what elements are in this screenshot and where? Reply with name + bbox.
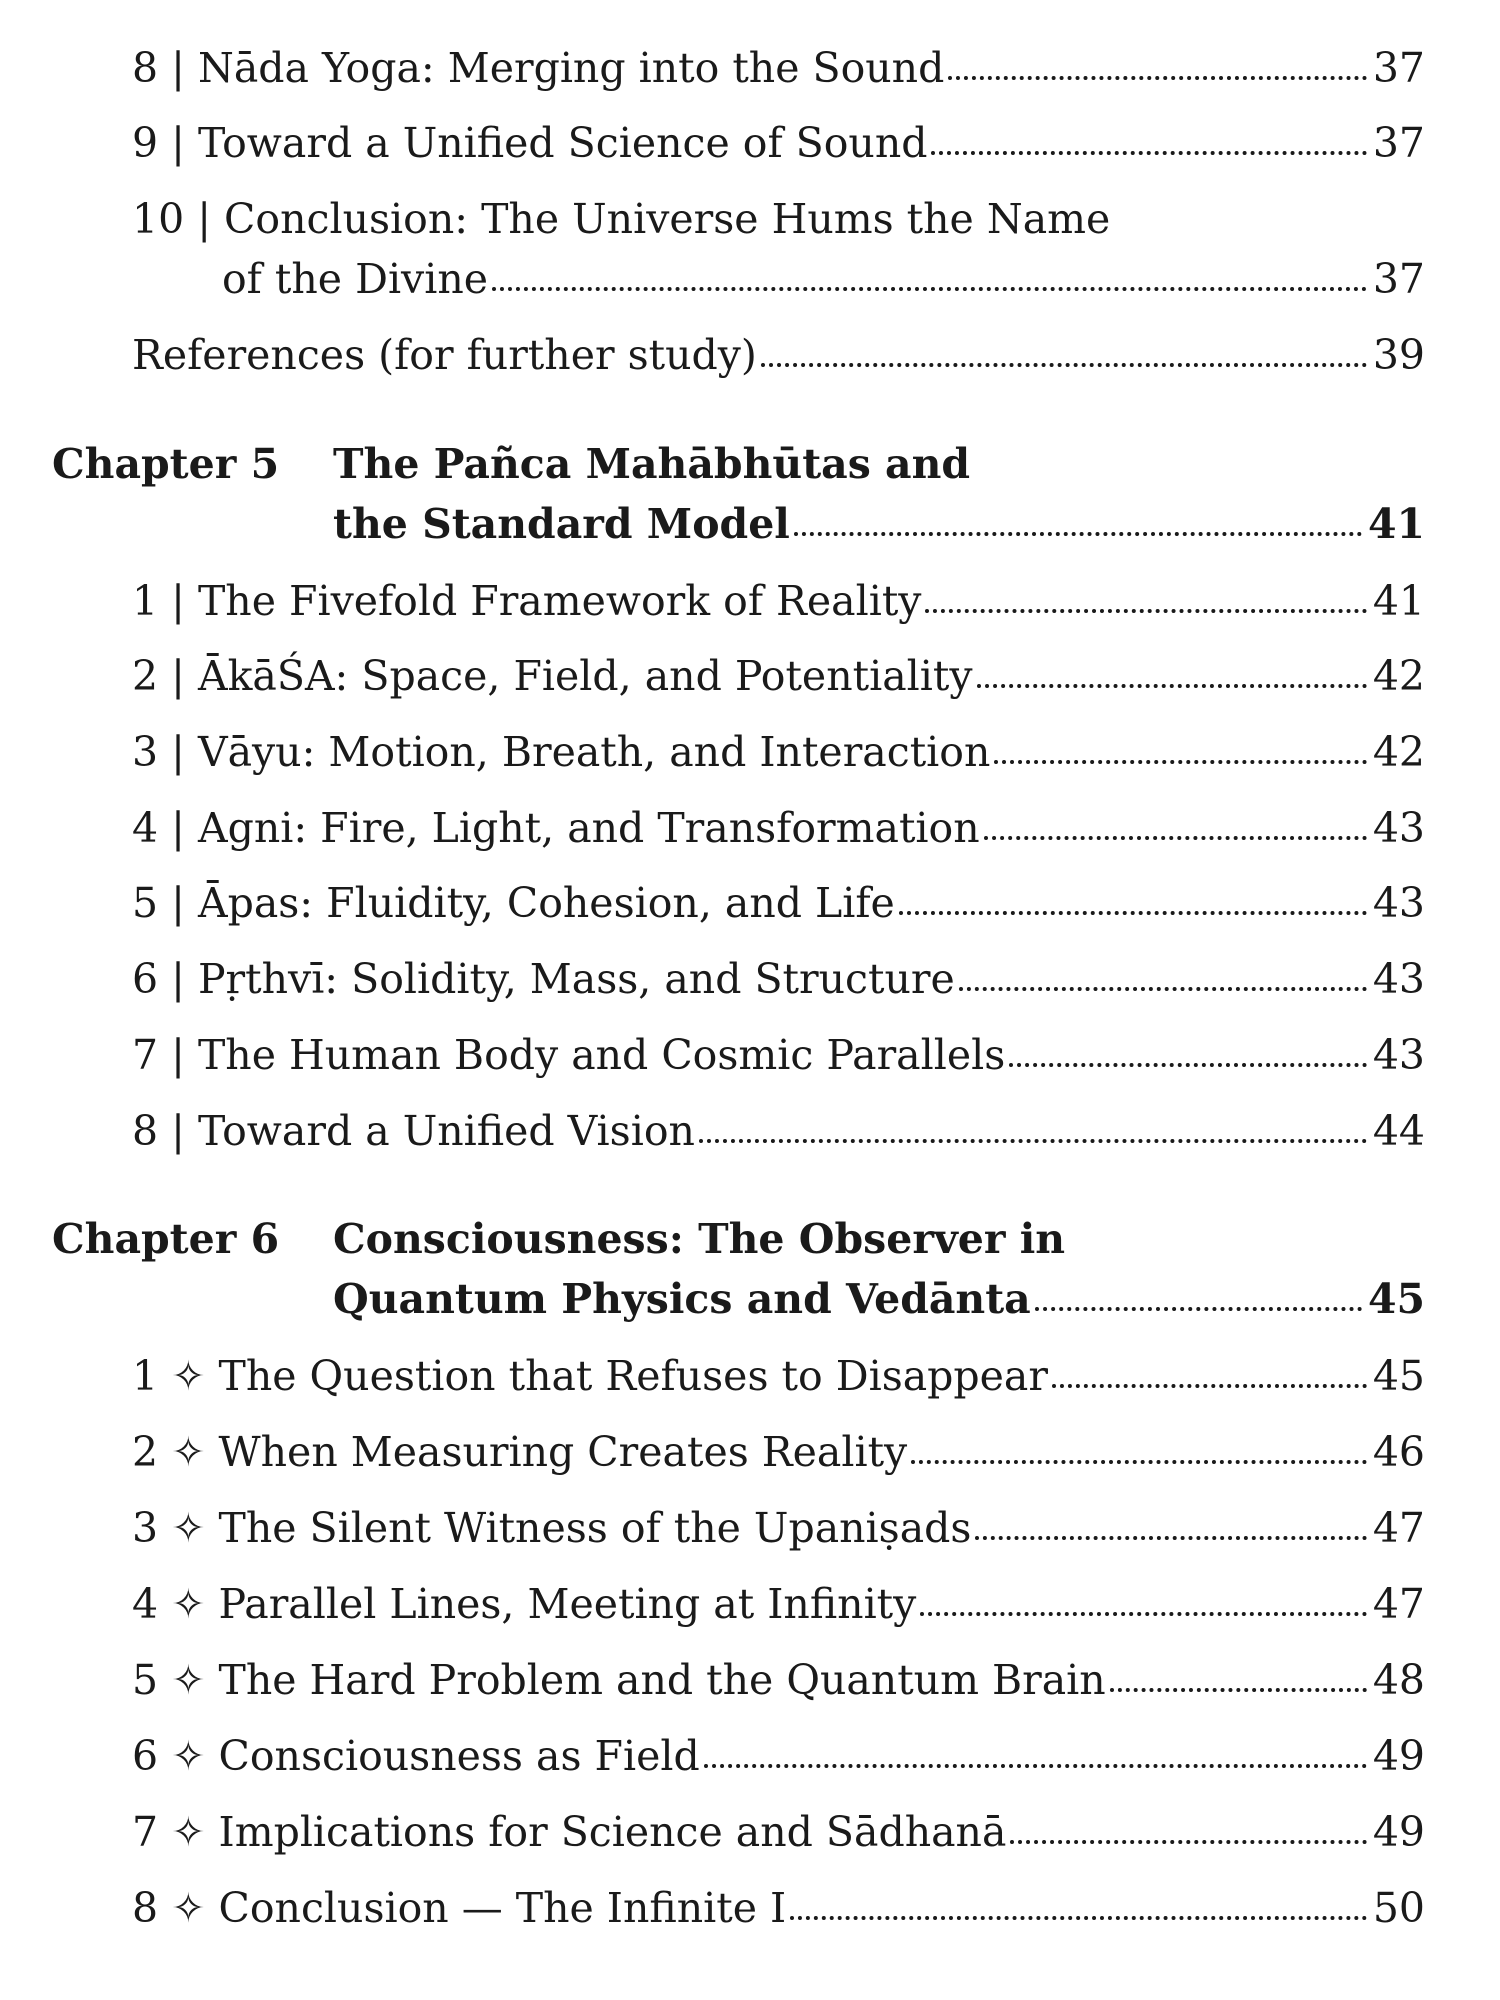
chapter-title-line1[interactable]: The Pañca Mahābhūtas and: [333, 440, 971, 488]
dot-leader: [959, 977, 1367, 991]
toc-entry[interactable]: [132, 1504, 1425, 1552]
toc-entry-label: 6 | Pṛthvī: Solidity, Mass, and Structure: [132, 955, 955, 1003]
toc-entry-page: 43: [1372, 955, 1425, 1003]
dot-leader: [1009, 1053, 1367, 1067]
chapter-title-line2: Quantum Physics and Vedānta: [333, 1275, 1031, 1323]
chapter-title-line2: the Standard Model: [333, 500, 790, 548]
toc-entry[interactable]: [132, 1352, 1425, 1400]
dot-leader: [994, 750, 1366, 764]
dot-leader: [948, 66, 1366, 80]
dot-leader: [1035, 1297, 1362, 1311]
dot-leader: [1010, 1830, 1366, 1844]
dot-leader: [975, 1526, 1366, 1540]
toc-entry-references[interactable]: [132, 331, 1425, 379]
dot-leader: [790, 1906, 1367, 1920]
toc-entry-label: 3 | Vāyu: Motion, Breath, and Interaction: [132, 728, 991, 776]
toc-entry-label: 7 | The Human Body and Cosmic Parallels: [132, 1031, 1006, 1079]
toc-entry[interactable]: [132, 1656, 1425, 1704]
toc-entry-page: 45: [1372, 1352, 1425, 1400]
toc-entry-label: 6 ✧ Consciousness as Field: [132, 1732, 700, 1780]
toc-entry[interactable]: [132, 1107, 1425, 1155]
toc-entry[interactable]: [132, 577, 1425, 625]
toc-entry[interactable]: [132, 119, 1425, 167]
toc-entry-label: 2 ✧ When Measuring Creates Reality: [132, 1428, 908, 1476]
dot-leader: [911, 1450, 1367, 1464]
chapter-page: 45: [1367, 1275, 1425, 1323]
toc-entry-label: 3 ✧ The Silent Witness of the Upaniṣads: [132, 1504, 972, 1552]
chapter-number: Chapter 5: [52, 440, 280, 488]
toc-entry[interactable]: [132, 1884, 1425, 1932]
toc-entry-label: 5 ✧ The Hard Problem and the Quantum Brain: [132, 1656, 1106, 1704]
toc-entry[interactable]: [132, 1428, 1425, 1476]
toc-entry-page: 43: [1372, 1031, 1425, 1079]
toc-entry-page: 39: [1372, 331, 1425, 379]
toc-entry-label: 4 | Agni: Fire, Light, and Transformation: [132, 804, 980, 852]
dot-leader: [920, 1602, 1367, 1616]
toc-entry-label: 9 | Toward a Unified Science of Sound: [132, 119, 928, 167]
toc-entry[interactable]: [132, 1808, 1425, 1856]
toc-entry-page: 49: [1372, 1808, 1425, 1856]
toc-entry-page: 47: [1372, 1504, 1425, 1552]
toc-entry-page: 49: [1372, 1732, 1425, 1780]
toc-entry-label: 1 | The Fivefold Framework of Reality: [132, 577, 922, 625]
toc-entry-page: 50: [1372, 1884, 1425, 1932]
toc-entry-label: 5 | Āpas: Fluidity, Cohesion, and Life: [132, 879, 895, 927]
toc-entry-label: 4 ✧ Parallel Lines, Meeting at Infinity: [132, 1580, 917, 1628]
toc-entry[interactable]: [132, 652, 1425, 700]
chapter-entry[interactable]: [333, 500, 1425, 548]
dot-leader: [977, 674, 1367, 688]
dot-leader: [899, 901, 1367, 915]
dot-leader: [1052, 1374, 1367, 1388]
toc-entry-page: 37: [1372, 255, 1425, 303]
toc-entry[interactable]: [132, 879, 1425, 927]
toc-entry[interactable]: [132, 804, 1425, 852]
toc-entry-label: 1 ✧ The Question that Refuses to Disappear: [132, 1352, 1048, 1400]
chapter-number: Chapter 6: [52, 1215, 280, 1263]
toc-entry-page: 42: [1372, 728, 1425, 776]
toc-entry-page: 41: [1372, 577, 1425, 625]
chapter-page: 41: [1367, 500, 1425, 548]
toc-entry-label: 8 | Nāda Yoga: Merging into the Sound: [132, 44, 945, 92]
chapter-entry[interactable]: [333, 1275, 1425, 1323]
toc-entry-label-line2: of the Divine: [222, 255, 488, 303]
toc-entry-page: 44: [1372, 1107, 1425, 1155]
dot-leader: [761, 353, 1367, 367]
toc-entry-label: 7 ✧ Implications for Science and Sādhanā: [132, 1808, 1007, 1856]
dot-leader: [794, 522, 1362, 536]
dot-leader: [699, 1129, 1367, 1143]
dot-leader: [492, 277, 1367, 291]
toc-entry[interactable]: [132, 955, 1425, 1003]
dot-leader: [925, 599, 1366, 613]
toc-entry[interactable]: [222, 255, 1425, 303]
toc-entry-page: 43: [1372, 879, 1425, 927]
dot-leader: [931, 141, 1366, 155]
toc-entry-page: 48: [1372, 1656, 1425, 1704]
toc-entry-page: 37: [1372, 119, 1425, 167]
dot-leader: [984, 826, 1367, 840]
toc-entry[interactable]: [132, 1580, 1425, 1628]
toc-entry[interactable]: [132, 728, 1425, 776]
toc-entry-page: 47: [1372, 1580, 1425, 1628]
toc-entry[interactable]: [132, 1732, 1425, 1780]
dot-leader: [1110, 1678, 1367, 1692]
toc-entry[interactable]: [132, 44, 1425, 92]
toc-entry-page: 42: [1372, 652, 1425, 700]
toc-entry[interactable]: [132, 1031, 1425, 1079]
toc-entry-label: 8 | Toward a Unified Vision: [132, 1107, 695, 1155]
toc-entry-label: 2 | ĀkāŚA: Space, Field, and Potentiality: [132, 652, 973, 700]
dot-leader: [704, 1754, 1367, 1768]
toc-entry-page: 37: [1372, 44, 1425, 92]
toc-entry-label: References (for further study): [132, 331, 757, 379]
toc-entry-page: 46: [1372, 1428, 1425, 1476]
toc-entry-page: 43: [1372, 804, 1425, 852]
toc-entry-label-line1[interactable]: 10 | Conclusion: The Universe Hums the Name: [132, 195, 1111, 243]
chapter-title-line1[interactable]: Consciousness: The Observer in: [333, 1215, 1066, 1263]
toc-entry-label: 8 ✧ Conclusion — The Infinite I: [132, 1884, 787, 1932]
